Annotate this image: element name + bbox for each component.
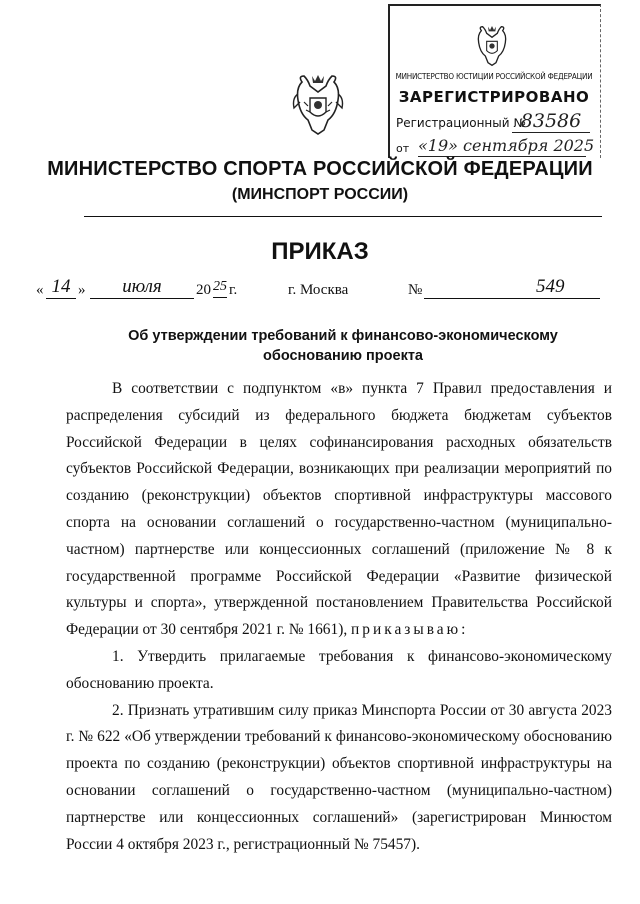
stamp-date-value: «19» сентября 2025: [418, 136, 595, 155]
preamble-text: В соответствии с подпунктом «в» пункта 7 Правил предоставления и распределения субсидий из федерального бюджета бюджетам субъектов Российской Федерации в целях софинансирования расходных обязательств субъектов Российской Федерации, возникающих при реализации мероприятий по созданию (реконструкции) объектов спортивной инфраструктуры массового спорта на основании соглашений о государственно-частном (муниципально-частном) партнерстве или концессионных соглашений (приложение № 8 к государственной программе Российской Федерации «Развитие физической культуры и спорта», утвержденной постановлением Правительства Российской Федерации от 30 сентября 2021 г. № 1661),: [66, 380, 612, 639]
order-month: июля: [90, 276, 194, 299]
stamp-date-prefix: от: [396, 142, 410, 155]
stamp-regno-label: Регистрационный №: [396, 116, 526, 130]
order-year-prefix: 20: [196, 282, 211, 298]
order-subject: Об утверждении требований к финансово-экономическому обоснованию проекта: [128, 328, 558, 364]
registration-stamp: [388, 4, 601, 158]
stamp-regno-value: 83586: [512, 110, 590, 133]
order-day: 14: [46, 276, 76, 299]
order-dateline: [0, 276, 640, 300]
stamp-regno-row: [396, 112, 596, 134]
ministry-name: МИНИСТЕРСТВО СПОРТА РОССИЙСКОЙ ФЕДЕРАЦИИ: [47, 158, 593, 180]
stamp-registered-label: ЗАРЕГИСТРИРОВАНО: [398, 88, 590, 106]
body-paragraph-item-1: 1. Утвердить прилагаемые требования к финансово-экономическому обоснованию проекта.: [66, 647, 612, 692]
header-divider: [84, 216, 602, 217]
order-number: 549: [424, 276, 600, 299]
order-year-suffix: г.: [229, 282, 238, 298]
stamp-emblem-icon: [472, 24, 512, 68]
order-body: [66, 376, 612, 858]
order-city: г. Москва: [288, 282, 349, 298]
stamp-date-row: [396, 136, 596, 158]
order-year-digits: 25: [213, 277, 227, 298]
order-title: ПРИКАЗ: [271, 238, 369, 265]
body-paragraph-preamble: [66, 376, 612, 644]
stamp-ministry-name: МИНИСТЕРСТВО ЮСТИЦИИ РОССИЙСКОЙ ФЕДЕРАЦИИ: [395, 72, 593, 81]
date-quote-open: «: [36, 282, 44, 298]
body-paragraph-item-2: 2. Признать утратившим силу приказ Минспорта России от 30 августа 2023 г. № 622 «Об утверждении требований к финансово-экономическому обоснованию проекта по созданию (реконструкции) объектов спортивной инфраструктуры на основании соглашений о государственно-частном (муниципально-частном) партнерстве или концессионных соглашений» (зарегистрирован Минюстом России 4 октября 2023 г., регистрационный № 75457).: [66, 701, 612, 853]
order-directive: приказываю:: [351, 621, 469, 639]
date-quote-close: »: [78, 282, 86, 298]
coat-of-arms-emblem: [288, 72, 348, 138]
order-number-sign: №: [408, 282, 423, 298]
ministry-short-name: (МИНСПОРТ РОССИИ): [231, 186, 409, 203]
